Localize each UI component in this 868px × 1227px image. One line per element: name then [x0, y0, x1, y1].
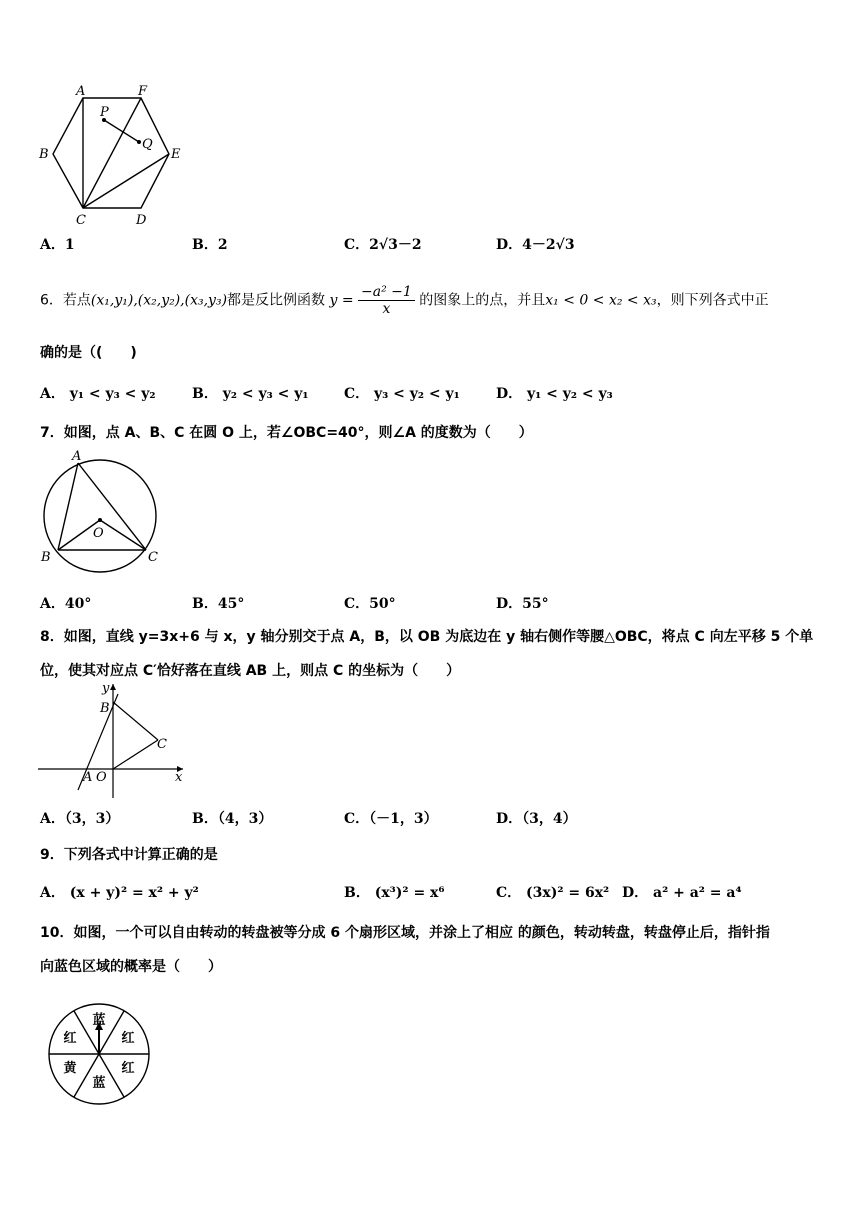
q5-option-d[interactable]: D．4－2√3 [496, 237, 575, 253]
q7-option-c[interactable]: C．50° [344, 596, 396, 612]
q9-option-a[interactable]: A． (x + y)² = x² + y² [40, 885, 199, 901]
label-C: C [157, 737, 167, 752]
sector-upper-left: 红 [63, 1031, 77, 1046]
q9-option-b[interactable]: B． (x³)² = x⁶ [344, 885, 445, 901]
label-E: E [171, 147, 181, 162]
q8-stem-line1: 8．如图，直线 y=3x+6 与 x，y 轴分别交于点 A，B，以 OB 为底边在 y 轴右侧作等腰△OBC，将点 C 向左平移 5 个单 [40, 629, 814, 645]
q8-stem-line2: 位，使其对应点 C′恰好落在直线 AB 上，则点 C 的坐标为（ ） [40, 663, 461, 679]
label-P: P [100, 105, 109, 120]
q6-fraction: $\frac{\text{−a² −1}}{x}$ [358, 284, 415, 317]
q9-option-d[interactable]: D． a² + a² = a⁴ [622, 885, 742, 901]
q10-stem-line1: 10．如图，一个可以自由转动的转盘被等分成 6 个扇形区域，并涂上了相应 的颜色，转动转盘，转盘停止后，指针指 [40, 925, 770, 941]
label-B: B [100, 701, 110, 716]
q9-stem: 9．下列各式中计算正确的是 [40, 847, 218, 863]
q8-option-c[interactable]: C．（－1，3） [344, 811, 438, 827]
q10-stem-line2: 向蓝色区域的概率是（ ） [40, 959, 222, 975]
sector-upper-right: 红 [121, 1031, 135, 1046]
q7-option-b[interactable]: B．45° [192, 596, 245, 612]
q5-option-a[interactable]: A．1 [40, 237, 75, 253]
label-A: A [76, 84, 86, 99]
q8-option-a[interactable]: A．（3，3） [40, 811, 120, 827]
label-C: C [148, 550, 158, 565]
sector-bottom: 蓝 [92, 1076, 106, 1091]
label-x: x [175, 770, 183, 785]
sector-lower-right: 红 [121, 1061, 135, 1076]
q6-option-b[interactable]: B． y₂ < y₃ < y₁ [192, 386, 309, 402]
coordinate-figure [38, 680, 188, 802]
q7-option-a[interactable]: A．40° [40, 596, 92, 612]
q5-option-c[interactable]: C．2√3－2 [344, 237, 422, 253]
q6-option-c[interactable]: C． y₃ < y₂ < y₁ [344, 386, 460, 402]
q7-stem: 7．如图，点 A、B、C 在圆 O 上，若∠OBC=40°，则∠A 的度数为（ ） [40, 425, 533, 441]
label-Q: Q [142, 137, 153, 152]
hexagon-figure [36, 80, 186, 228]
q9-option-c[interactable]: C． (3x)² = 6x² [496, 885, 610, 901]
circle-figure [36, 446, 166, 576]
q6-option-d[interactable]: D． y₁ < y₂ < y₃ [496, 386, 613, 402]
sector-lower-left: 黄 [63, 1061, 77, 1076]
label-A: A [72, 449, 82, 464]
label-B: B [39, 147, 49, 162]
q6-option-a[interactable]: A． y₁ < y₃ < y₂ [40, 386, 156, 402]
q6-stem-line2: 确的是（( ) [40, 345, 137, 361]
label-y: y [102, 681, 110, 696]
q7-option-d[interactable]: D．55° [496, 596, 549, 612]
q5-option-b[interactable]: B．2 [192, 237, 228, 253]
q8-option-b[interactable]: B．（4，3） [192, 811, 273, 827]
label-B: B [41, 550, 51, 565]
label-D: D [136, 213, 147, 228]
spinner-figure [42, 1000, 156, 1110]
label-O: O [93, 526, 104, 541]
label-A: A [83, 770, 93, 785]
label-C: C [76, 213, 86, 228]
label-F: F [138, 84, 148, 99]
sector-top: 蓝 [92, 1013, 106, 1028]
q8-option-d[interactable]: D．（3，4） [496, 811, 577, 827]
label-O: O [96, 770, 107, 785]
q6-stem: 6．若点(x₁,y₁),(x₂,y₂),(x₃,y₃)都是反比例函数 y = $\frac{\text{−a² −1}}{x}$ 的图象上的点，并且x₁ < 0 < x₂ < x₃，则下列各式中正 [40, 284, 769, 317]
